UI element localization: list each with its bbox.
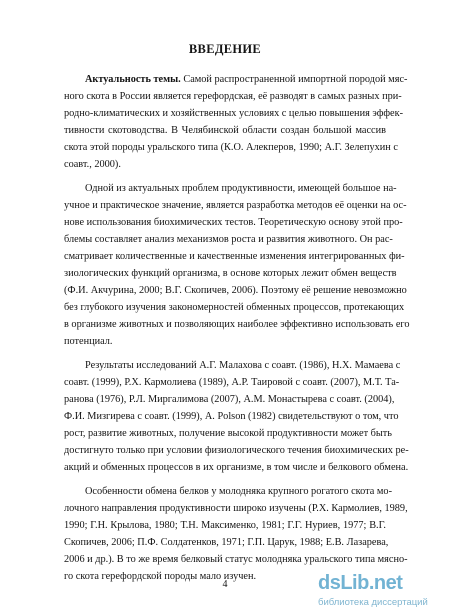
text-line: акций и обменных процессов в их организме, в том числе и белкового обмена.: [64, 462, 409, 473]
page-number: 4: [222, 579, 228, 590]
text-line: зиологических функций организма, в основе которых лежит обмен веществ: [64, 268, 397, 279]
watermark-logo: dsLib.net: [318, 572, 403, 594]
text-line: соавт. (1999), Р.Х. Кармолиева (1989), А.Р. Таировой с соавт. (2007), М.Т. Та-: [64, 377, 400, 388]
text-line: Ф.И. Мизгирева с соавт. (1999), A. Polson (1982) свидетельствуют о том, что: [64, 411, 399, 422]
text-line: го скота герефордской породы мало изучен.: [64, 571, 257, 582]
text-line: (Ф.И. Акчурина, 2000; В.Г. Скопичев, 2006). Поэтому её решение невозможно: [64, 285, 407, 296]
text-line: скота этой породы уральского типа (К.О. Алекперов, 1990; А.Г. Зелепухин с: [64, 142, 398, 153]
text-line: рост, развитие животных, получение высокой продуктивности может быть: [64, 428, 392, 439]
text-line: без глубокого изучения закономерностей обменных процессов, протекающих: [64, 302, 405, 313]
text-line: нове использования биохимических тестов. Теоретическую основу этой про-: [64, 217, 403, 228]
text-line: Особенности обмена белков у молодняка крупного рогатого скота мо-: [85, 486, 393, 497]
text-line: 1990; Г.Н. Крылова, 1980; Т.Н. Максименко, 1981; Г.Г. Нуриев, 1977; В.Г.: [64, 520, 386, 531]
text-line: тивности скотоводства. В Челябинской области создан большой массив: [64, 125, 386, 136]
text-line: лочного направления продуктивности широко изучены (Р.Х. Кармолиев, 1989,: [64, 503, 408, 514]
text-line: Результаты исследований А.Г. Малахова с соавт. (1986), Н.Х. Мамаева с: [85, 360, 401, 371]
text-line: 2006 и др.). В то же время белковый статус молодняка уральского типа мясно-: [64, 554, 408, 565]
page-title: ВВЕДЕНИЕ: [188, 42, 262, 56]
text-line: блемы составляет анализ механизмов роста и развития животного. Он рас-: [64, 234, 393, 245]
text-line: ного скота в России является герефордская, её разводят в самых разных при-: [64, 91, 402, 102]
text-line: в организме животных и позволяющих наиболее эффективно использовать его: [64, 319, 410, 330]
lead-text: Самой распространенной импортной породой мяс-: [180, 74, 408, 85]
text-line: сматривает количественные и качественные изменения интегрированных фи-: [64, 251, 405, 262]
text-line: родно-климатических и хозяйственных условиях с целью повышения эффек-: [64, 108, 404, 119]
text-line: учное и практическое значение, является разработка методов её оценки на ос-: [64, 200, 407, 211]
lead-heading: Актуальность темы.: [85, 74, 181, 85]
paragraph-1-line-1: [85, 71, 408, 88]
text-line: соавт., 2000).: [64, 159, 121, 170]
text-line: ранова (1976), Р.Л. Миргалимова (2007), А.М. Монастырева с соавт. (2004),: [64, 394, 395, 405]
text-line: потенциал.: [64, 336, 113, 347]
watermark: [318, 572, 446, 612]
watermark-subtitle: библиотека диссертаций: [318, 597, 428, 608]
text-line: достигнуто только при условии физиологического течения биохимических ре-: [64, 445, 409, 456]
text-line: Скопичев, 2006; П.Ф. Солдатенков, 1971; Г.П. Царук, 1988; Е.В. Лазарева,: [64, 537, 389, 548]
text-line: Одной из актуальных проблем продуктивности, имеющей большое на-: [85, 183, 397, 194]
